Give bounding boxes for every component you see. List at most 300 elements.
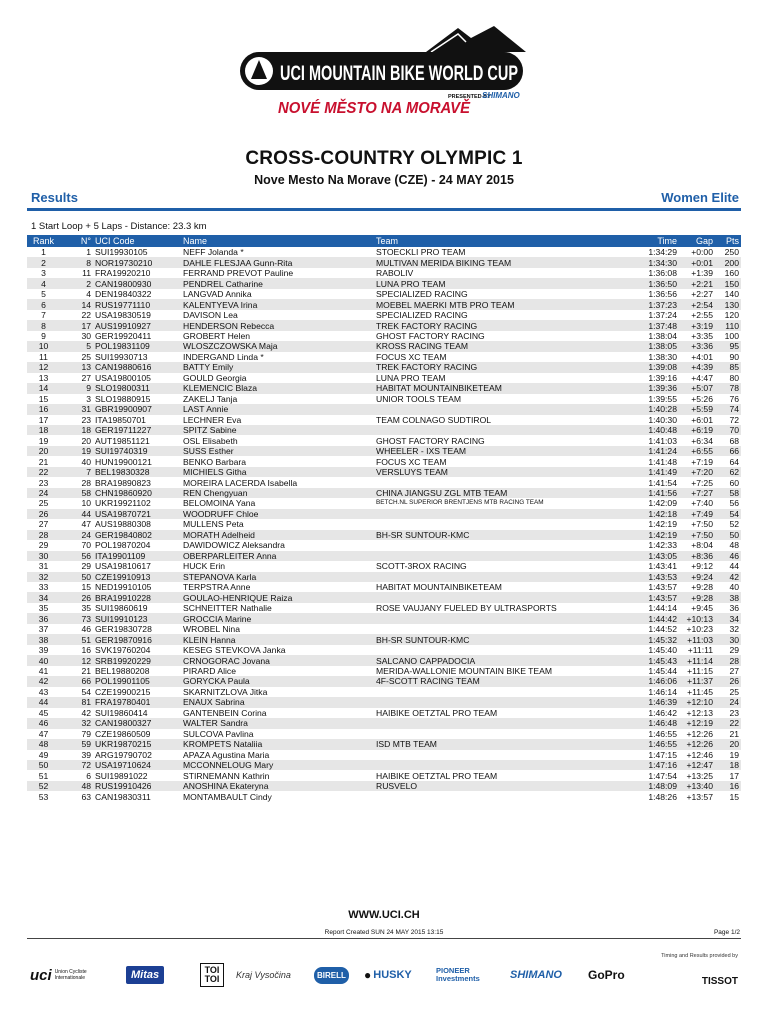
table-row <box>27 697 741 707</box>
bib-cell: 73 <box>60 613 93 623</box>
bib-cell: 21 <box>81 665 91 676</box>
bib-cell: 16 <box>81 645 91 656</box>
bib-cell: 1 <box>86 247 91 258</box>
rank-cell: 6 <box>27 299 60 309</box>
event-logo <box>226 22 531 120</box>
time-cell: 1:45:32 <box>637 634 679 644</box>
rank-cell: 5 <box>41 289 46 300</box>
pts-cell: 78 <box>715 383 741 393</box>
logo-text-main: UCI MOUNTAIN BIKE WORLD CUP <box>280 61 518 85</box>
sponsor-mitas: Mitas <box>126 958 181 992</box>
gap-cell: +6:01 <box>691 414 713 425</box>
bib-cell: 3 <box>86 393 91 404</box>
team-cell <box>374 519 637 529</box>
pts-cell: 26 <box>715 676 741 686</box>
pts-cell: 16 <box>715 781 741 791</box>
pts-cell: 52 <box>729 519 739 530</box>
table-row <box>27 655 741 665</box>
time-cell: 1:45:40 <box>648 645 677 656</box>
bib-cell: 25 <box>81 351 91 362</box>
team-cell: SPECIALIZED RACING <box>376 289 468 300</box>
pts-cell: 23 <box>729 707 739 718</box>
uci-code-cell: AUS19910927 <box>93 320 181 330</box>
rank-cell: 47 <box>38 728 49 739</box>
time-cell: 1:43:41 <box>648 561 677 572</box>
pts-cell: 21 <box>729 728 739 739</box>
team-cell: KROSS RACING TEAM <box>374 341 637 351</box>
bib-cell: 35 <box>81 603 91 614</box>
uci-code-cell: GER19920411 <box>95 330 152 341</box>
name-cell: LAST Annie <box>181 404 374 414</box>
bib-cell: 47 <box>81 519 91 530</box>
name-cell: WLOSZCZOWSKA Maja <box>181 341 374 351</box>
husky-icon: ● <box>364 968 372 982</box>
team-cell: VERSLUYS TEAM <box>374 467 637 477</box>
uci-code-cell: SUI19930713 <box>95 351 148 362</box>
rank-cell: 49 <box>38 749 49 760</box>
pts-cell: 58 <box>715 488 741 498</box>
race-distance: 1 Start Loop + 5 Laps - Distance: 23.3 km <box>31 221 207 232</box>
uci-code-cell: GER19830728 <box>95 624 152 635</box>
bib-cell: 50 <box>60 572 93 582</box>
pts-cell: 90 <box>729 351 739 362</box>
team-cell: LUNA PRO TEAM <box>376 372 446 383</box>
bib-cell: 11 <box>82 268 91 279</box>
pts-cell: 62 <box>715 467 741 477</box>
name-cell: BENKO Barbara <box>183 456 247 467</box>
team-cell: FOCUS XC TEAM <box>376 456 447 467</box>
rank-cell: 29 <box>38 540 49 551</box>
name-cell: GANTENBEIN Corina <box>183 707 267 718</box>
rank-cell: 44 <box>27 697 60 707</box>
rank-cell: 30 <box>27 551 60 561</box>
team-cell: BETCH.NL SUPERIOR BRENTJENS MTB RACING TEAM <box>376 499 544 507</box>
gap-cell: +7:50 <box>679 530 715 540</box>
time-cell: 1:46:39 <box>637 697 679 707</box>
time-cell: 1:48:09 <box>637 781 679 791</box>
time-cell: 1:43:05 <box>637 551 679 561</box>
uci-code-cell: SUI19860414 <box>95 707 148 718</box>
table-row <box>27 498 741 508</box>
team-cell: BH-SR SUNTOUR-KMC <box>374 530 637 540</box>
uci-code-cell: USA19710624 <box>93 760 181 770</box>
uci-code-cell: GER19870916 <box>93 634 181 644</box>
team-cell: HAIBIKE OETZTAL PRO TEAM <box>376 707 498 718</box>
team-cell: HABITAT MOUNTAINBIKETEAM <box>376 582 502 593</box>
name-cell: MOREIRA LACERDA Isabella <box>183 477 298 488</box>
time-cell: 1:41:49 <box>637 467 679 477</box>
bib-cell: 30 <box>81 330 91 341</box>
uci-logo-icon: uci <box>30 966 52 984</box>
rank-cell: 8 <box>27 320 60 330</box>
rank-cell: 41 <box>38 665 49 676</box>
name-cell: TERPSTRA Anne <box>183 582 251 593</box>
name-cell: MICHIELS Githa <box>181 467 374 477</box>
uci-code-cell: CZE19900215 <box>95 686 151 697</box>
category-label: Women Elite <box>661 190 739 205</box>
name-cell: BATTY Emily <box>181 362 374 372</box>
uci-code-cell: CHN19860920 <box>93 488 181 498</box>
rank-cell: 31 <box>38 561 49 572</box>
pts-cell: 70 <box>715 425 741 435</box>
rank-cell: 4 <box>27 278 60 288</box>
gap-cell: +7:40 <box>691 498 713 509</box>
table-row <box>27 519 741 529</box>
bib-cell: 15 <box>81 582 91 593</box>
gap-cell: +5:59 <box>679 404 715 414</box>
table-row <box>27 341 741 351</box>
gap-cell: +12:13 <box>686 707 713 718</box>
bib-cell: 66 <box>60 676 93 686</box>
table-row <box>27 257 741 267</box>
sponsor-vysocina: Kraj Vysočina <box>236 970 291 980</box>
gap-cell: +13:57 <box>686 791 713 802</box>
bib-cell: 18 <box>60 425 93 435</box>
gap-cell: +7:49 <box>679 509 715 519</box>
pts-cell: 46 <box>715 551 741 561</box>
bib-cell: 59 <box>60 739 93 749</box>
rank-cell: 18 <box>27 425 60 435</box>
table-row <box>27 760 741 770</box>
bib-cell: 46 <box>81 624 91 635</box>
uci-code-cell: USA19800105 <box>95 372 151 383</box>
rank-cell: 2 <box>27 257 60 267</box>
bib-cell: 81 <box>60 697 93 707</box>
time-cell: 1:42:09 <box>648 498 677 509</box>
gap-cell: +9:12 <box>691 561 713 572</box>
rank-cell: 14 <box>27 383 60 393</box>
uci-code-cell: UKR19921102 <box>95 498 151 509</box>
footer-divider <box>27 938 741 939</box>
gap-cell: +7:20 <box>679 467 715 477</box>
report-created: Report Created SUN 24 MAY 2015 13:15 <box>324 929 444 936</box>
gap-cell: +5:07 <box>679 383 715 393</box>
table-row <box>27 394 741 404</box>
team-cell: TREK FACTORY RACING <box>374 320 637 330</box>
gap-cell: +12:26 <box>679 739 715 749</box>
gap-cell: +7:25 <box>691 477 713 488</box>
time-cell: 1:41:03 <box>648 435 677 446</box>
header-rank: Rank <box>27 235 60 247</box>
header-name: Name <box>181 235 374 247</box>
bib-cell: 28 <box>81 477 91 488</box>
name-cell: GROBERT Helen <box>183 330 251 341</box>
gap-cell: +9:28 <box>679 592 715 602</box>
rank-cell: 39 <box>38 645 49 656</box>
gap-cell: +5:26 <box>691 393 713 404</box>
table-row <box>27 268 741 278</box>
page-title: CROSS-COUNTRY OLYMPIC 1 <box>245 148 523 169</box>
uci-code-cell: CZE19860509 <box>95 728 151 739</box>
pts-cell: 34 <box>715 613 741 623</box>
table-row <box>27 645 741 655</box>
rank-cell: 35 <box>38 603 49 614</box>
time-cell: 1:38:04 <box>648 330 677 341</box>
rank-cell: 27 <box>38 519 49 530</box>
bib-cell: 72 <box>60 760 93 770</box>
team-cell <box>374 404 637 414</box>
rank-cell: 7 <box>41 310 46 321</box>
team-cell <box>374 540 637 550</box>
table-row <box>27 425 741 435</box>
time-cell: 1:46:06 <box>637 676 679 686</box>
event-subtitle: Nove Mesto Na Morave (CZE) - 24 MAY 2015 <box>254 173 514 187</box>
name-cell: SUSS Esther <box>181 446 374 456</box>
time-cell: 1:36:08 <box>648 268 677 279</box>
rank-cell: 19 <box>38 435 49 446</box>
rank-cell: 9 <box>41 330 46 341</box>
header-bib: N° <box>60 235 93 247</box>
team-cell: LUNA PRO TEAM <box>374 278 637 288</box>
page-number: Page 1/2 <box>713 929 740 936</box>
uci-code-cell: USA19870721 <box>93 509 181 519</box>
table-row <box>27 729 741 739</box>
table-row <box>27 582 741 592</box>
rank-cell: 12 <box>27 362 60 372</box>
rank-cell: 11 <box>39 351 48 362</box>
time-cell: 1:40:28 <box>637 404 679 414</box>
table-row <box>27 289 741 299</box>
name-cell: PIRARD Alice <box>183 665 237 676</box>
rank-cell: 40 <box>27 655 60 665</box>
team-cell: SPECIALIZED RACING <box>376 310 468 321</box>
bib-cell: 39 <box>81 749 91 760</box>
logo-text-sponsor: SHIMANO <box>482 91 520 100</box>
gap-cell: +7:19 <box>691 456 713 467</box>
uci-code-cell: SUI19891022 <box>95 770 148 781</box>
uci-code-cell: SUI19930105 <box>95 247 148 258</box>
time-cell: 1:47:15 <box>648 749 677 760</box>
bib-cell: 19 <box>60 446 93 456</box>
time-cell: 1:36:50 <box>637 278 679 288</box>
name-cell: SULCOVA Pavlina <box>183 728 254 739</box>
table-row <box>27 572 741 582</box>
team-cell: STOECKLI PRO TEAM <box>376 247 466 258</box>
time-cell: 1:39:55 <box>648 393 677 404</box>
time-cell: 1:44:42 <box>637 613 679 623</box>
uci-code-cell: GER19711227 <box>93 425 181 435</box>
pts-cell: 54 <box>715 509 741 519</box>
uci-code-cell: SLO19800311 <box>93 383 181 393</box>
team-cell: FOCUS XC TEAM <box>376 351 447 362</box>
website-link[interactable]: WWW.UCI.CH <box>348 909 420 921</box>
name-cell: PENDREL Catharine <box>181 278 374 288</box>
bib-cell: 56 <box>60 551 93 561</box>
name-cell: KROMPETS Nataliia <box>181 739 374 749</box>
time-cell: 1:45:43 <box>637 655 679 665</box>
rank-cell: 22 <box>27 467 60 477</box>
team-cell <box>374 572 637 582</box>
pts-cell: 74 <box>715 404 741 414</box>
name-cell: SKARNITZLOVA Jitka <box>183 686 268 697</box>
name-cell: LANGVAD Annika <box>183 289 252 300</box>
gap-cell: +11:14 <box>679 655 715 665</box>
uci-code-cell: CAN19830311 <box>95 791 151 802</box>
team-cell <box>374 425 637 435</box>
time-cell: 1:43:57 <box>637 592 679 602</box>
bib-cell: 48 <box>60 781 93 791</box>
team-cell <box>374 718 637 728</box>
team-cell: SALCANO CAPPADOCIA <box>374 655 637 665</box>
rank-cell: 43 <box>38 686 49 697</box>
bib-cell: 17 <box>60 320 93 330</box>
name-cell: DAVISON Lea <box>183 310 238 321</box>
pts-cell: 160 <box>724 268 739 279</box>
rank-cell: 36 <box>27 613 60 623</box>
table-row <box>27 551 741 561</box>
table-row <box>27 770 741 780</box>
table-row <box>27 624 741 634</box>
gap-cell: +12:47 <box>679 760 715 770</box>
team-cell <box>374 697 637 707</box>
sponsor-husky: ● HUSKY <box>364 968 412 982</box>
time-cell: 1:41:56 <box>637 488 679 498</box>
results-table-body <box>27 247 741 802</box>
gap-cell: +12:10 <box>679 697 715 707</box>
logo-text-presented: PRESENTED BY <box>448 94 491 100</box>
gap-cell: +4:39 <box>679 362 715 372</box>
team-cell: ISD MTB TEAM <box>374 739 637 749</box>
uci-code-cell: ITA19901109 <box>93 551 181 561</box>
pts-cell: 48 <box>729 540 739 551</box>
name-cell: GOULAO-HENRIQUE Raiza <box>181 592 374 602</box>
time-cell: 1:45:44 <box>648 665 677 676</box>
time-cell: 1:46:14 <box>648 686 677 697</box>
uci-code-cell: FRA19920210 <box>95 268 151 279</box>
sponsor-bar <box>30 958 740 992</box>
uci-code-cell: SVK19760204 <box>95 645 151 656</box>
name-cell: GORYCKA Paula <box>181 676 374 686</box>
bib-cell: 5 <box>60 341 93 351</box>
gap-cell: +11:45 <box>687 686 713 697</box>
time-cell: 1:41:54 <box>648 477 677 488</box>
pts-cell: 85 <box>715 362 741 372</box>
header-gap: Gap <box>679 235 715 247</box>
header-divider <box>27 208 741 211</box>
team-cell <box>374 624 637 634</box>
rank-cell: 52 <box>27 781 60 791</box>
gap-cell: +11:03 <box>679 634 715 644</box>
gap-cell: +7:27 <box>679 488 715 498</box>
uci-code-cell: POL19831109 <box>93 341 181 351</box>
gap-cell: +9:45 <box>691 603 713 614</box>
gap-cell: +6:55 <box>679 446 715 456</box>
pts-cell: 100 <box>724 330 739 341</box>
uci-code-cell: CAN19880616 <box>93 362 181 372</box>
results-table-container <box>27 235 741 802</box>
team-cell: RUSVELO <box>374 781 637 791</box>
team-cell <box>374 760 637 770</box>
bib-cell: 20 <box>81 435 91 446</box>
rank-cell: 16 <box>27 404 60 414</box>
gap-cell: +4:47 <box>691 372 713 383</box>
time-cell: 1:40:30 <box>648 414 677 425</box>
bib-cell: 9 <box>60 383 93 393</box>
bib-cell: 14 <box>60 299 93 309</box>
time-cell: 1:39:16 <box>648 372 677 383</box>
pts-cell: 80 <box>729 372 739 383</box>
pts-cell: 150 <box>715 278 741 288</box>
time-cell: 1:47:16 <box>637 760 679 770</box>
uci-code-cell: SUI19740319 <box>93 446 181 456</box>
time-cell: 1:42:33 <box>648 540 677 551</box>
rank-cell: 51 <box>38 770 49 781</box>
name-cell: WROBEL Nina <box>183 624 240 635</box>
team-cell <box>374 613 637 623</box>
table-row <box>27 718 741 728</box>
gap-cell: +2:55 <box>691 310 713 321</box>
table-row <box>27 467 741 477</box>
header-uci-code: UCI Code <box>93 235 181 247</box>
table-row <box>27 446 741 456</box>
table-row <box>27 278 741 288</box>
uci-code-cell: HUN19900121 <box>95 456 152 467</box>
uci-code-cell: RUS19910426 <box>93 781 181 791</box>
pts-cell: 22 <box>715 718 741 728</box>
pts-cell: 27 <box>729 665 739 676</box>
bib-cell: 26 <box>60 592 93 602</box>
gap-cell: +2:54 <box>679 299 715 309</box>
time-cell: 1:46:42 <box>648 707 677 718</box>
table-row <box>27 299 741 309</box>
team-cell: TREK FACTORY RACING <box>374 362 637 372</box>
uci-code-cell: NOR19730210 <box>93 257 181 267</box>
name-cell: GROCCIA Marine <box>181 613 374 623</box>
team-cell: WHEELER - IXS TEAM <box>374 446 637 456</box>
name-cell: NEFF Jolanda * <box>183 247 244 258</box>
table-row <box>27 666 741 676</box>
table-row <box>27 750 741 760</box>
uci-code-cell: POL19901105 <box>93 676 181 686</box>
name-cell: SPITZ Sabine <box>181 425 374 435</box>
bib-cell: 23 <box>81 414 91 425</box>
gap-cell: +6:34 <box>691 435 713 446</box>
pts-cell: 200 <box>715 257 741 267</box>
rank-cell: 10 <box>27 341 60 351</box>
rank-cell: 17 <box>38 414 49 425</box>
rank-cell: 1 <box>41 247 46 258</box>
uci-code-cell: DEN19840322 <box>95 289 152 300</box>
team-cell: BH-SR SUNTOUR-KMC <box>374 634 637 644</box>
table-row <box>27 352 741 362</box>
time-cell: 1:41:24 <box>637 446 679 456</box>
bib-cell: 32 <box>60 718 93 728</box>
bib-cell: 79 <box>81 728 91 739</box>
uci-code-cell: POL19870204 <box>95 540 151 551</box>
pts-cell: 20 <box>715 739 741 749</box>
name-cell: WALTER Sandra <box>181 718 374 728</box>
table-header-row <box>27 235 741 247</box>
logo-text-venue: NOVÉ MĚSTO NA MORAVĚ <box>278 100 485 117</box>
pts-cell: 110 <box>715 320 741 330</box>
pts-cell: 42 <box>715 572 741 582</box>
sponsor-shimano: SHIMANO <box>510 969 562 981</box>
time-cell: 1:43:53 <box>637 572 679 582</box>
pts-cell: 25 <box>729 686 739 697</box>
pts-cell: 44 <box>729 561 739 572</box>
name-cell: KALENTYEVA Irina <box>181 299 374 309</box>
team-cell: MULTIVAN MERIDA BIKING TEAM <box>374 257 637 267</box>
rank-cell: 48 <box>27 739 60 749</box>
header-time: Time <box>637 235 679 247</box>
sponsor-uci <box>30 958 100 992</box>
name-cell: ANOSHINA Ekateryna <box>181 781 374 791</box>
team-cell <box>374 477 637 487</box>
time-cell: 1:42:19 <box>637 530 679 540</box>
pts-cell: 140 <box>724 289 739 300</box>
team-cell <box>374 592 637 602</box>
rank-cell: 13 <box>38 372 49 383</box>
